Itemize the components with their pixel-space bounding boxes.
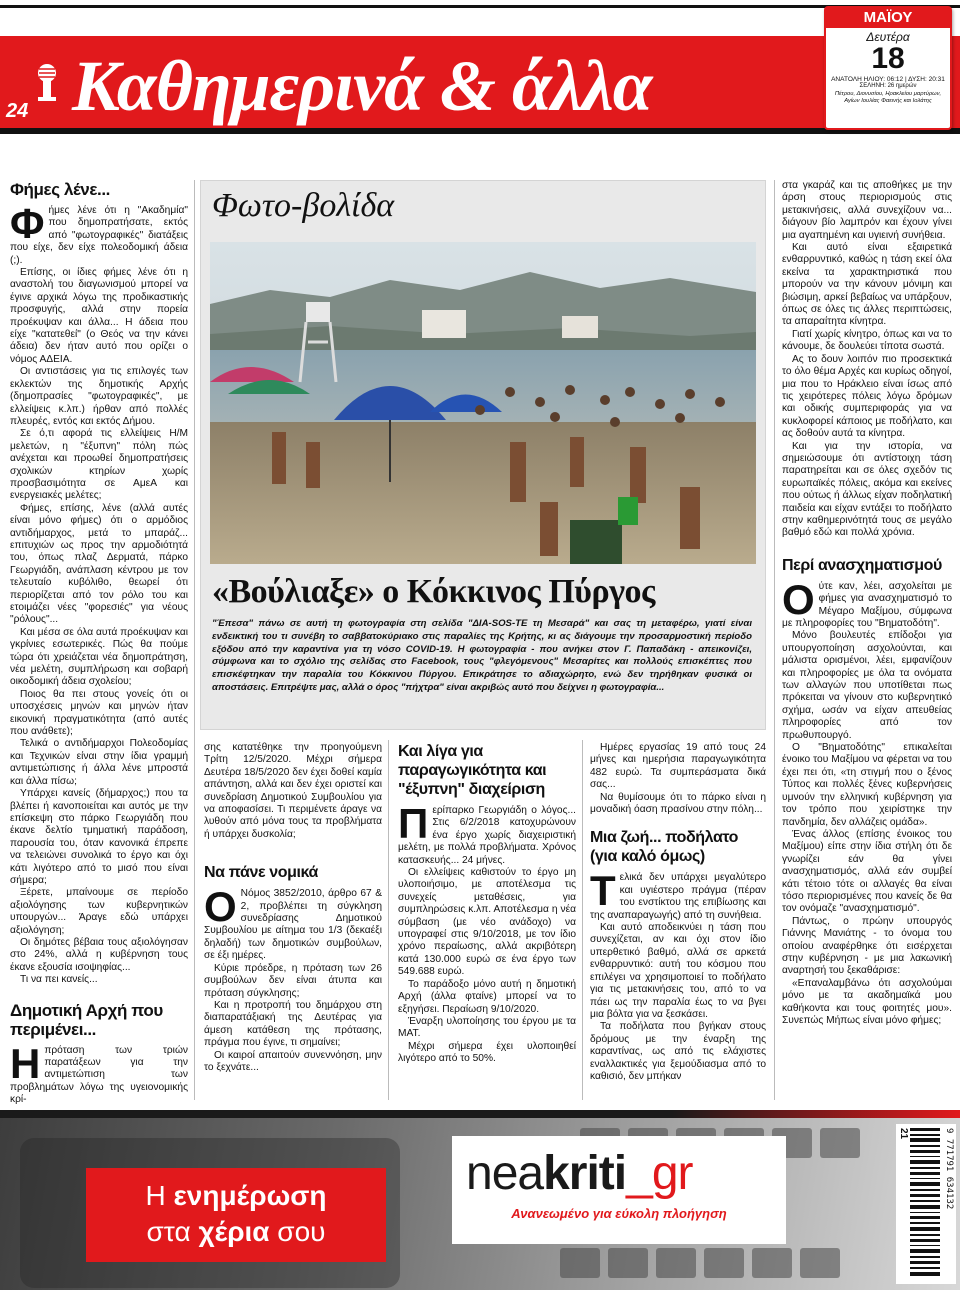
neakriti-logo-card[interactable] — [452, 1136, 786, 1244]
article-paragraph: Έναρξη υλοποίησης του έργου με τα ΜΑΤ. — [398, 1015, 576, 1040]
article-paragraph: Οι δημότες βέβαια τους αξιολόγησαν στο 24%, αλλά η κυβέρνηση τους έκανε εξουσία ισοψηφίας... — [10, 936, 188, 973]
article-heading: Και λίγα για παραγωγικότητα και "έξυπνη" διαχείριση — [398, 743, 547, 798]
feature-headline: «Βούλιαξε» ο Κόκκινος Πύργος — [212, 573, 655, 610]
date-month: ΜΑΪΟΥ — [826, 8, 950, 28]
article-paragraph: Τα ποδήλατα που βγήκαν στους δρόμους με την έναρξη της καραντίνας, ως από τις ελάχιστες εναλλακτικές για ξεμούδιασμα από το καθισιό, δεν μπήκαν — [590, 1021, 766, 1082]
microphone-logo-icon — [30, 62, 64, 108]
article-paragraph: «Επαναλαμβάνω ότι ασχολούμαι μόνο με τα ακαδημαϊκά μου καθήκοντα και τους φοιτητές μου». Συνεπώς Μήπως είναι μόνο φήμες; — [782, 977, 952, 1026]
column-municipal — [204, 742, 382, 1074]
article-paragraph: Και για την ιστορία, να σημειώσουμε ότι αντίστοιχη τάση παρατηρείται και σε όλες σχεδόν τις ευρωπαϊκές πόλεις, ακόμα και εκείνες που ούτως ή άλλως είχαν ποδηλατική παιδεία και είχαν εντάξει το ποδήλατο στην καθημερινότητά τους σε μεγάλο βαθμό εδώ και πολλά χρόνια. — [782, 440, 952, 539]
moon-age: ΣΕΛΗΝΗ: 26 ημερών — [859, 83, 917, 89]
article-paragraph: Φήμες λένε ότι η "Ακαδημία" που δημοπρατήσατε, εκτός από "φωτογραφικές" διατάξεις που είχε, δεν είχε πολεοδομική άδεια (;). — [10, 200, 188, 266]
dropcap: Τ — [590, 867, 616, 915]
feature-caption: "Έπεσα" πάνω σε αυτή τη φωτογραφία στη σελίδα "ΔΙΑ-SOS-TE τη Μεσαρά" και σας τη μεταφέρω, γιατί είναι ενδεικτική του τι συνέβη το σαββατοκύριακο στις παραλίες της Κρήτης, κι ας διάγουμε την προσαρμοστική περίοδο εξόδου από την καραντίνα για τη νόσο COVID-19. Η φωτογραφία - που ανήκει στον Γ. Παπαδάκη - απεικονίζει, σύμφωνα και το σχόλιο της σελίδας στο Facebook, τους "φλεγόμενους" Μεσαρίτες και πολλούς επισκέπτες που επισκέφτηκαν την παραλία του Κόκκινου Πύργου. Επικράτησε το αδιαχώρητο, ενώ δεν τηρήθηκαν φυσικά οι αποστάσεις. Επιτρέψτε μας, αλλά ο όρος "πήχτρα" είναι ακριβώς αυτό που δείχνει η φωτογραφία... — [212, 618, 752, 693]
article-paragraph: Περίπαρκο Γεωργιάδη ο λόγος... Στις 6/2/2018 κατοχυρώνουν ένα έργο χωρίς διαχειριστική μελέτη, με πολλά προβλήματα. Χρόνος κατασκευής... 24 μήνες. — [398, 800, 576, 866]
page-number: 24 — [6, 100, 29, 122]
column-divider — [388, 740, 389, 1100]
namedays: Πέτρου, Διονυσίου, Ηρακλείου μαρτύρων, Αγίων Ιουλίας Φαεινής και Ιολάτης — [834, 91, 942, 104]
article-paragraph: Μόνο βουλευτές επίδοξοι για υπουργοποίηση ασχολούνται, και μάλιστα ορισμένοι, λέει, εμφανίζουν και πληροφορίες με όλα τα ονόματα των αλλαγών που υποτίθεται πως πρόκειται να γίνουν στο κυβερνητικό σχήμα, ωσάν να είχαν απευθείας πληροφορίες από τον πρωθυπουργό. — [782, 630, 952, 741]
neakriti-advertisement[interactable] — [0, 1118, 960, 1290]
article-paragraph: Ο Νόμος 3852/2010, άρθρο 67 & 2, προβλέπει τη σύγκληση συνεδρίασης Δημοτικού Συμβουλίου με αίτημα του 1/3 (δεκαέξι δηλαδή) των δημοτικών συμβούλων, σε έξι ημέρες. — [204, 883, 382, 962]
column-divider — [194, 180, 195, 1100]
date-day: 18 — [871, 42, 905, 75]
beach-crowd-photo — [210, 242, 756, 564]
article-paragraph: Ο "Βηματοδότης" επικαλείται ένοικο του Μαξίμου να φέρεται να του έχει πει ότι, «τη στιγμή που ο ξένος Τύπος και πολλές ξένες κυβερνήσεις υμνούν την ελληνική κυβέρνηση για τον τρόπο που χειρίστηκε την πανδημία, δεν αλλάζεις ομάδα». — [782, 742, 952, 828]
ad-top-rule — [0, 1110, 960, 1118]
article-paragraph: Υπάρχει κανείς (δήμαρχος;) που τα βλέπει ή κανοποιείται και αυτός με την επίσκεψη στο πάρκο Γεωργιάδη που έκανε δελτίο τμηματική παράδοση, παρουσία του, όταν κανονικά έπρεπε να τελειώνει συνολικά το έργο και όχι κάτι λιγότερο από το μισό που είναι σήμερα; — [10, 788, 188, 886]
article-paragraph: Μέχρι σήμερα έχει υλοποιηθεί λιγότερο από το 50%. — [398, 1040, 576, 1065]
sun-times: ΑΝΑΤΟΛΗ ΗΛΙΟΥ: 06:12 | ΔΥΣΗ: 20:31 — [831, 76, 945, 83]
article-paragraph: Ξέρετε, μπαίνουμε σε περίοδο αξιολόγησης των κυβερνητικών υπουργών... Άραγε εδώ υπάρχει αξιολόγηση; — [10, 887, 188, 936]
article-paragraph: Ημέρες εργασίας 19 από τους 24 μήνες και ημερήσια παραγωγικότητα 482 ευρώ. Τα συμπεράσματα δικά σας... — [590, 742, 766, 791]
barcode — [896, 1124, 956, 1284]
article-paragraph: Τελικά ο αντιδήμαρχοι Πολεοδομίας και Τεχνικών είναι στην ίδια γραμμή αντιμετώπισης ή άλλα λένε μπροστά και άλλα πίσω; — [10, 738, 188, 787]
article-heading: Φήμες λένε... — [10, 180, 110, 199]
article-paragraph: Ηπρόταση των τριών παρατάξεων για την αντιμετώπιση των προβλημάτων λόγω της υγειονομικής κρί- — [10, 1039, 188, 1106]
column-rumors — [10, 180, 188, 1107]
article-paragraph: Οι ελλείψεις καθιστούν το έργο μη υλοποιήσιμο, με αποτέλεσμα τις συνεχείς μεταθέσεις, για συμπληρώσεις κ.λπ. Αποτέλεσμα η νέα σύμβαση (με νέο ανάδοχο) να υπογραφεί στις 9/10/2018, με τον ίδιο χρόνο περαίωσης, αλλά ακριβότερη κατά 130.000 ευρώ σε ένα έργο των 549.688 ευρώ. — [398, 867, 576, 978]
dropcap: Π — [398, 800, 429, 847]
article-paragraph: Να θυμίσουμε ότι το πάρκο είναι η μοναδική όαση πρασίνου στην πόλη... — [590, 791, 766, 816]
ad-slogan: Ανανεωμένο για εύκολη πλοήγηση — [511, 1206, 727, 1221]
article-paragraph: Και η προτροπή του δημάρχου στη διαπαρατάξιακή της Δευτέρας για άμεση κατάθεση της πρότασης, πράγμα που έγινε, τι σημαίνει; — [204, 999, 382, 1049]
dropcap: Ο — [782, 575, 815, 623]
article-paragraph: Οι αντιστάσεις για τις επιλογές των εκλεκτών της δημοτικής Αρχής (δημοπρασίες "φωτογραφικές", με ελλείψεις κ.λπ.) ήρθαν από πολλές πλευρές, εντός και εκτός Δήμου. — [10, 366, 188, 427]
article-paragraph: Το παράδοξο μόνο αυτή η δημοτική Αρχή (άλλα φταίνε) μπορεί να το εξηγήσει. Περαίωση 9/10/2020. — [398, 978, 576, 1015]
ad-tagline: Η ενημέρωση στα χέρια σου — [86, 1168, 386, 1262]
date-weekday: Δευτέρα — [866, 30, 910, 44]
article-paragraph: Τι να πει κανείς... — [20, 974, 98, 986]
article-paragraph: Και αυτό είναι εξαιρετικά ενθαρρυντικό, καθώς η τάση εκεί όλα εκείνα τα χαρακτηριστικά που μπορούν να την κάνουν μόνιμη και βιώσιμη, αρκεί βεβαίως να υπάρξουν, όπως σε όλες τις άλλες περιπτώσεις, τα απαραίτητα κίνητρα. — [782, 242, 952, 328]
article-heading: Μια ζωή... ποδήλατο (για καλό όμως) — [590, 829, 739, 866]
article-heading: Περί ανασχηματισμού — [782, 556, 942, 574]
barcode-number: 9 771791 634132 — [944, 1128, 954, 1210]
article-paragraph: Σε ό,τι αφορά τις ελλείψεις Η/Μ μελετών, η "έξυπνη" πόλη πώς ανέχεται και προωθεί δημοπρατήσεις σχολικών κτηρίων χωρίς προσβασιμότητα σε ΑμεΑ και ενεργειακές μελέτες; — [10, 428, 188, 502]
article-paragraph: Τελικά δεν υπάρχει μεγαλύτερο και υγιέστερο πράγμα (πέραν του ενστίκτου της επιβίωσης και της αναπαραγωγής) από τη συνήθεια. — [590, 867, 766, 921]
article-paragraph: Ούτε καν, λέει, ασχολείται με φήμες για ανασχηματισμό το Μέγαρο Μαξίμου, σύμφωνα με πληροφορίες του "Βηματοδότη". — [782, 575, 952, 629]
column-divider — [582, 740, 583, 1100]
article-paragraph: Κύριε πρόεδρε, η πρόταση των 26 συμβούλων δεν είναι άτυπα και πρόταση σύγκλησης; — [204, 962, 382, 999]
dropcap: Ο — [204, 883, 237, 931]
article-paragraph: σης κατατέθηκε την προηγούμενη Τρίτη 12/5/2020. Μέχρι σήμερα Δευτέρα 18/5/2020 δεν έχει δοθεί καμία απάντηση, αλλά και δεν έχει οριστεί και συνεδρίαση Δημοτικού Συμβουλίου για να αποφασίσει. Τι περιμένετε άραγε να λυθούν από μόνα τους τα προβλήματα ή υπάρχει δυσκολία; — [204, 742, 382, 840]
article-paragraph: Και μέσα σε όλα αυτά προέκυψαν και γκρίνιες εσωτερικές. Πώς θα πούμε τώρα ότι χρειάζεται νέα δημοπράτηση, νέα μελέτη, συμπλήρωση και σοβαρή οικοδομική άδεια σχολείου; — [10, 626, 188, 688]
column-divider — [774, 180, 775, 1100]
article-heading: Να πάνε νομικά — [204, 864, 318, 882]
issue-number: 21 — [898, 1128, 909, 1140]
article-heading: Δημοτική Αρχή που περιμένει... — [10, 1000, 163, 1039]
feature-label: Φωτο-βολίδα — [212, 187, 395, 224]
article-paragraph: Γιατί χωρίς κίνητρο, όπως και να το κάνουμε, δε δουλεύει τίποτα σωστά. — [782, 328, 952, 353]
barcode-icon — [910, 1128, 940, 1280]
article-paragraph: στα γκαράζ και τις αποθήκες με την άρση στους περιορισμούς στις μετακινήσεις, αλλά συνεχίζουν να... διάγουν βίο λαμπρόν και έχουν γίνει μια αγαπημένη και υγιεινή συνήθεια. — [782, 180, 952, 241]
column-productivity — [398, 742, 576, 1066]
article-paragraph: Φήμες, επίσης, λένε (αλλά αυτές είναι μόνο φήμες) ότι ο αρμόδιος αντιδήμαρχος, μετά το μπαράζ... επιτυχιών ως προς την αρμοδιότητά του, όπως πλαζ Δερματά, πάρκο Γεωργιάδη, ανάπλαση κέντρου με τον τελευταίο κυβόλιθο, θεωρεί ότι περιορίζεται από τον ρόλο του και ετοιμάζει νέες "φορεσιές" για νέους "ρόλους"... — [10, 502, 188, 626]
article-paragraph: Ένας άλλος (επίσης ένοικος του Μαξίμου) είπε στην ίδια στήλη ότι δε γνωρίζει εάν θα γίνει ανασχηματισμός, αλλά εάν συμβεί κάτι τέτοιο τότε οι αλλαγές θα είναι τόσο περιορισμένες που κανείς δε θα τον ονόμαζε "ανασχηματισμό". — [782, 828, 952, 915]
neakriti-logo: neakriti_gr — [466, 1147, 693, 1200]
article-paragraph: Επίσης, οι ίδιες φήμες λένε ότι η αναστολή του διαγωνισμού μπορεί να έγινε αρχικά λόγω της προδικαστικής προσφυγής, αλλά στην πορεία προέκυψαν και άλλα... Η άδεια που είχε "κατατεθεί" (ο Θεός να την κάνει άδεια) δεν ήταν αυτό που ορίζει ο νόμος ΑΔΕΙΑ. — [10, 267, 188, 365]
dropcap: Η — [10, 1039, 41, 1087]
banner-underline — [0, 128, 960, 134]
article-paragraph: Και αυτό αποδεικνύει η τάση που συνεχίζεται, αν και όχι στον ίδιο υπερθετικό βαθμό, αλλά σε αρκετά ενθαρρυντικό: αυτή του κόσμου που επιλέγει να χρησιμοποιεί το ποδήλατο για τις μετακινήσεις του, από το να πάει ως την παραλία έως το να βγει μια βόλτα για να ξεσκάσει. — [590, 922, 766, 1020]
section-title: Καθημερινά & άλλα — [72, 46, 652, 126]
column-bicycle — [590, 742, 766, 1083]
dropcap: Φ — [10, 200, 45, 247]
article-paragraph: Ποιος θα πει στους γονείς ότι οι υποσχέσεις μηνών και μηνών ήταν εικονική πραγματικότητα (από αυτές που ανάθετε); — [10, 688, 188, 738]
article-paragraph: Οι καιροί απαιτούν συνεννόηση, μην το ξεχνάτε... — [204, 1049, 382, 1073]
article-paragraph: Ας το δουν λοιπόν πιο προσεκτικά το όλο θέμα Αρχές και κυρίως οδηγοί, μια που το Ηράκλειο είναι ίσως από τις χειρότερες πόλεις λόγω δρόμων και οδικής συμπεριφοράς για να κυκλοφορεί κάποιος με ποδήλατο, και ας δοθούν αυτά τα κίνητρα. — [782, 353, 952, 440]
article-paragraph: Πάντως, ο πρώην υπουργός Γιάννης Μανιάτης - το όνομα του οποίου αναφέρθηκε ότι εισέρχεται στην κυβέρνηση - με μια λακωνική αναρτησή του ξεκαθάρισε: — [782, 915, 952, 977]
column-reshuffle — [782, 180, 952, 1027]
top-rule — [0, 0, 960, 8]
date-box — [824, 6, 952, 130]
